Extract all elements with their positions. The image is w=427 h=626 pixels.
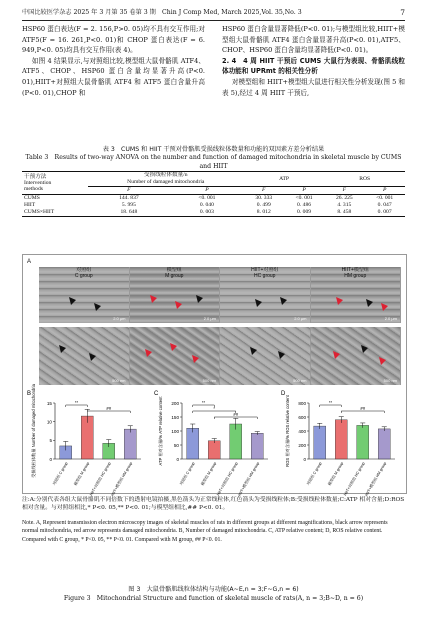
normal-mito-arrow-icon [250,347,257,355]
figure-caption [22,586,405,603]
table-caption [22,146,405,171]
normal-mito-arrow-icon [280,297,287,305]
tem-tile [311,327,401,385]
tem-images-low-mag [39,267,401,323]
x-tick-label: 模型组 M group [327,461,345,487]
normal-mito-arrow-icon [278,351,285,359]
bar-chart-b [25,384,151,497]
scale-bar: 500 nm [383,378,397,383]
y-tick-label: 400 [298,428,306,434]
significance-mark: ## [360,406,366,412]
damaged-mito-arrow-icon [379,357,386,365]
tem-tile [220,327,310,385]
damaged-mito-arrow-icon [170,343,177,351]
x-tick-label: HIIT+对照组 HC group [216,461,239,497]
normal-mito-arrow-icon [255,299,262,307]
bar [378,429,390,459]
tile-label: HIIT+对照组 HC group [251,267,279,279]
y-tick-label: 15 [46,400,52,406]
normal-mito-arrow-icon [89,353,96,361]
normal-mito-arrow-icon [94,303,101,311]
normal-mito-arrow-icon [69,297,76,305]
bar [187,428,199,459]
x-tick-label: 对照组 C group [52,461,69,486]
panel-label: A [27,259,32,265]
bar [357,425,369,459]
tem-tile [311,267,401,323]
panel-label: B [27,391,32,397]
y-axis-label: 受损线粒体数量 Number of damaged mitochondria [31,384,36,478]
significance-mark: ** [328,400,333,406]
bar [124,429,136,459]
scale-bar: 2.0 μm [113,316,126,321]
figure-caption-en: Figure 3 Mitochondrial Structure and function of skeletal muscle of rats(A, n = 3;B~D, n = 6) [63,594,364,602]
damaged-mito-arrow-icon [150,295,157,303]
figure-3 [22,254,407,497]
tile-label: HIIT+模型组 HM group [341,267,369,279]
tem-tile [130,267,220,323]
x-tick-label: HIIT+模型组 HM group [237,461,261,497]
significance-bracket [193,411,236,413]
tem-tile [130,327,220,385]
x-tick-label: HIIT+模型组 HM group [364,461,388,497]
significance-mark: * [213,406,216,412]
section-heading: 2. 4 4 周 HIIT 干预后 CUMS 大鼠行为表现、骨骼肌线粒体功能和 UPRmt 的相关性分析 [222,56,405,76]
significance-mark: ## [106,406,112,412]
y-tick-label: 150 [171,414,179,420]
page-number: 7 [400,8,405,17]
y-tick-label: 5 [49,438,52,444]
significance-bracket [66,405,88,407]
y-tick-label: 0 [303,456,306,462]
x-tick-label: HIIT+对照组 HC group [89,461,112,497]
paragraph: 对模型组和 HIIT+模型组大鼠进行相关性分析发现(图 5 和表 5),经过 4 周 HIIT 干预后, [222,77,405,97]
scale-bar: 500 nm [293,378,307,383]
significance-bracket [87,411,130,413]
sub-head: P [205,187,209,193]
y-tick-label: 10 [46,419,52,425]
damaged-mito-arrow-icon [336,297,343,305]
group-head: ATP [244,172,325,187]
bar [335,420,347,459]
y-tick-label: 0 [176,456,179,462]
significance-bracket [193,405,215,407]
group-head: ROS [324,172,405,187]
y-tick-label: 200 [298,442,306,448]
normal-mito-arrow-icon [196,295,203,303]
bar [314,426,326,459]
left-column [22,24,205,98]
panel-label: C [154,391,159,397]
tem-tile [39,267,129,323]
paragraph: HSP60 蛋白表达(F = 2. 156,P>0. 05)均不具有交互作用;对 ATF5(F = 16. 261,P<0. 01)和 CHOP 蛋白表达(F = 6. 949,P<0. 05)均具有交互作用(表 4)。 [22,25,205,55]
anova-table [22,171,405,217]
table-row: CUMS×HIIT 18. 648 0. 003 8. 012 0. 009 8. 458 0. 007 [22,209,405,217]
scale-bar: 500 nm [202,378,216,383]
significance-mark: ** [74,400,79,406]
tem-tile [220,267,310,323]
col-head: 干预方法 Intervention methods [24,173,52,193]
scale-bar: 2.0 μm [203,316,216,321]
table-row: HIIT 5. 995 0. 040 0. 499 0. 486 4. 315 0. 047 [24,202,392,208]
x-tick-label: 模型组 M group [200,461,218,487]
normal-mito-arrow-icon [366,299,373,307]
paragraph: 如图 4 结果显示,与对照组比较,模型组大鼠骨骼肌 ATF4、ATF5、CHOP、HSP60 蛋白含量均显著升高(P<0. 01),HIIT+对照组大鼠骨骼肌 ATF4 和 ATF5 蛋白含量升高(P<0. 01),CHOP 和 [22,56,205,97]
y-tick-label: 50 [173,442,179,448]
damaged-mito-arrow-icon [192,355,199,363]
bar [251,433,263,459]
bar-chart-d [279,389,405,497]
y-tick-label: 100 [171,428,179,434]
damaged-mito-arrow-icon [333,351,340,359]
scale-bar: 500 nm [112,378,126,383]
y-axis-label: ROS 相对含量/% ROS relative content [285,395,290,467]
table-caption-cn: 表 3 CUMS 和 HIIT 干预对骨骼肌受损线粒体数量和功能的双因素方差分析结果 [102,146,325,153]
right-column [222,24,405,98]
x-tick-label: 对照组 C group [306,461,323,486]
sub-head: P [302,187,306,193]
y-tick-label: 800 [298,400,306,406]
bar [208,441,220,459]
tem-tile [39,327,129,385]
figure-note-cn: 注:A:分别代表各组大鼠骨骼肌不同倍数下的透射电镜拍摄,黑色箭头为正常线粒体,红色箭头为受损线粒体;B:受损线粒体数量;C:ATP 相对含量;D:ROS 相对含量。与对照组相比,* P<0. 05,** P<0. 01;与模型组相比,## P<0. 01。 [22,497,405,512]
normal-mito-arrow-icon [59,345,66,353]
sub-head: F [127,187,131,193]
sub-head: F [262,187,266,193]
scale-bar: 2.0 μm [294,316,307,321]
table-caption-en: Table 3 Results of two-way ANOVA on the number and function of damaged mitochondria in skeletal muscle by CUMS and HIIT [25,154,402,170]
bar-chart-c [152,389,278,497]
y-tick-label: 200 [171,400,179,406]
normal-mito-arrow-icon [361,345,368,353]
y-tick-label: 0 [49,456,52,462]
sub-head: F [342,187,347,193]
running-header [22,6,405,21]
x-tick-label: 对照组 C group [179,461,196,486]
x-tick-label: 模型组 M group [73,461,91,487]
paragraph: HSP60 蛋白含量显著降低(P<0. 01);与模型组比较,HIIT+模型组大鼠骨骼肌 ATF4 蛋白含量显著升高(P<0. 01),ATF5、CHOP、HSP60 蛋白含量均显著降低(P<0. 01)。 [222,25,405,55]
y-axis-label: ATP 相对含量/% ATP relative content [158,396,163,466]
group-head: 受损线粒体数量/n Number of damaged mitochondria [88,172,244,187]
tem-images-high-mag [39,327,401,385]
damaged-mito-arrow-icon [381,303,388,311]
sub-head: P [382,187,387,193]
significance-mark: ** [201,400,206,406]
y-tick-label: 600 [298,414,306,420]
figure-caption-cn: 图 3 大鼠骨骼肌线粒体结构与功能(A~E,n = 3;F~G,n = 6) [128,586,299,593]
significance-mark: ## [233,412,239,418]
damaged-mito-arrow-icon [145,349,152,357]
significance-bracket [320,405,342,407]
scale-bar: 2.0 μm [384,316,397,321]
tile-label: 模型组 M group [165,267,184,279]
x-tick-label: HIIT+对照组 HC group [343,461,366,497]
figure-note-en: Note. A, Represent transmission electron microscopy images of skeletal muscles of rats in different groups at different magnifications, black arrow represents normal mitochondria, red arrow represents damaged mitochondria. B, Number of damaged mitochondria. C, ATP relative content; D, ROS relative content. Compared with C group, * P<0. 05, ** P<0. 01. Compared with M group, ## P<0. 01. [22,520,388,543]
significance-bracket [341,411,384,413]
journal-header: 中国比较医学杂志 2025 年 3 月第 35 卷第 3 期 Chin J Comp Med, March 2025,Vol. 35,No. 3 [22,9,302,16]
panel-label: D [281,391,286,397]
x-tick-label: HIIT+模型组 HM group [110,461,134,497]
tile-label: 对照组 C group [74,267,93,279]
damaged-mito-arrow-icon [175,301,182,309]
table-row: CUMS 144. 837 <0. 001 30. 333 <0. 001 26. 225 <0. 001 [24,195,394,201]
